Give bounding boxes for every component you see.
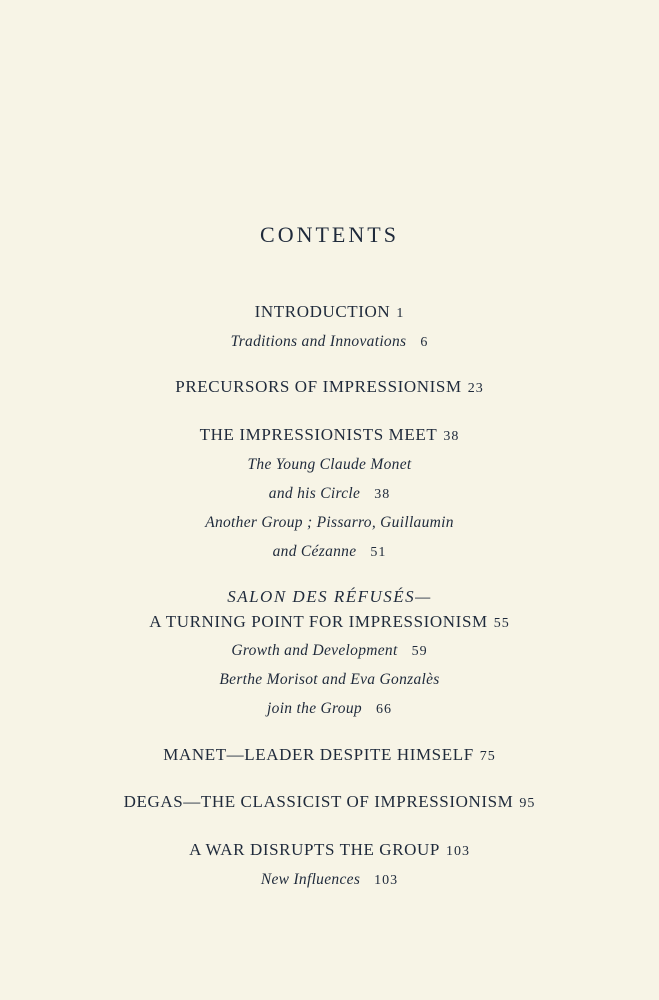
toc-page-number: 103 (374, 873, 399, 888)
toc-title: Traditions and Innovations (230, 333, 407, 350)
toc-entry-degas (0, 792, 659, 812)
toc-entry-morisot-line1 (0, 671, 659, 689)
toc-page-number: 55 (493, 616, 510, 631)
toc-title: INTRODUCTION (254, 302, 391, 321)
toc-page-number: 66 (375, 702, 392, 717)
toc-title: and Cézanne (272, 543, 357, 560)
toc-title: New Influences (260, 871, 361, 888)
page-title: CONTENTS (260, 222, 399, 247)
toc-entry-salon-line1 (0, 587, 659, 607)
toc-entry-war (0, 840, 659, 860)
toc-entry-manet (0, 745, 659, 765)
toc-entry-monet-line1 (0, 456, 659, 474)
toc-page-number: 38 (374, 487, 391, 502)
toc-title: Growth and Development (231, 642, 398, 659)
toc-entry-growth (0, 642, 659, 660)
toc-title: PRECURSORS OF IMPRESSIONISM (175, 377, 462, 396)
toc-entry-salon-line2 (0, 612, 659, 632)
toc-title: A TURNING POINT FOR IMPRESSIONISM (149, 612, 488, 631)
toc-page-number: 23 (467, 381, 484, 396)
toc-title: join the Group (267, 700, 362, 717)
toc-title: Berthe Morisot and Eva Gonzalès (219, 671, 440, 688)
toc-entry-morisot-line2 (0, 700, 659, 718)
toc-title: A WAR DISRUPTS THE GROUP (189, 840, 440, 859)
toc-title: The Young Claude Monet (247, 456, 412, 473)
toc-entry-traditions (0, 333, 659, 351)
toc-entry-another-group-line1 (0, 514, 659, 532)
toc-title: and his Circle (268, 485, 361, 502)
toc-page-number: 38 (443, 429, 460, 444)
toc-page-number: 1 (396, 306, 405, 321)
toc-title: DEGAS—THE CLASSICIST OF IMPRESSIONISM (123, 792, 514, 811)
toc-title: MANET—LEADER DESPITE HIMSELF (163, 745, 474, 764)
toc-page-number: 6 (420, 335, 429, 350)
toc-title: Another Group ; Pissarro, Guillaumin (205, 514, 454, 531)
toc-page-number: 59 (411, 644, 428, 659)
toc-page-number: 75 (479, 749, 496, 764)
toc-entry-introduction (0, 302, 659, 322)
toc-entry-impressionists-meet (0, 425, 659, 445)
toc-title: THE IMPRESSIONISTS MEET (199, 425, 438, 444)
toc-entry-monet-line2 (0, 485, 659, 503)
toc-page-number: 103 (445, 844, 470, 859)
toc-entry-another-group-line2 (0, 543, 659, 561)
toc-entry-new-influences (0, 871, 659, 889)
toc-title: SALON DES RÉFUSÉS— (227, 587, 432, 606)
toc-entry-precursors (0, 377, 659, 397)
toc-page-number: 51 (370, 545, 387, 560)
toc-page-number: 95 (519, 796, 536, 811)
